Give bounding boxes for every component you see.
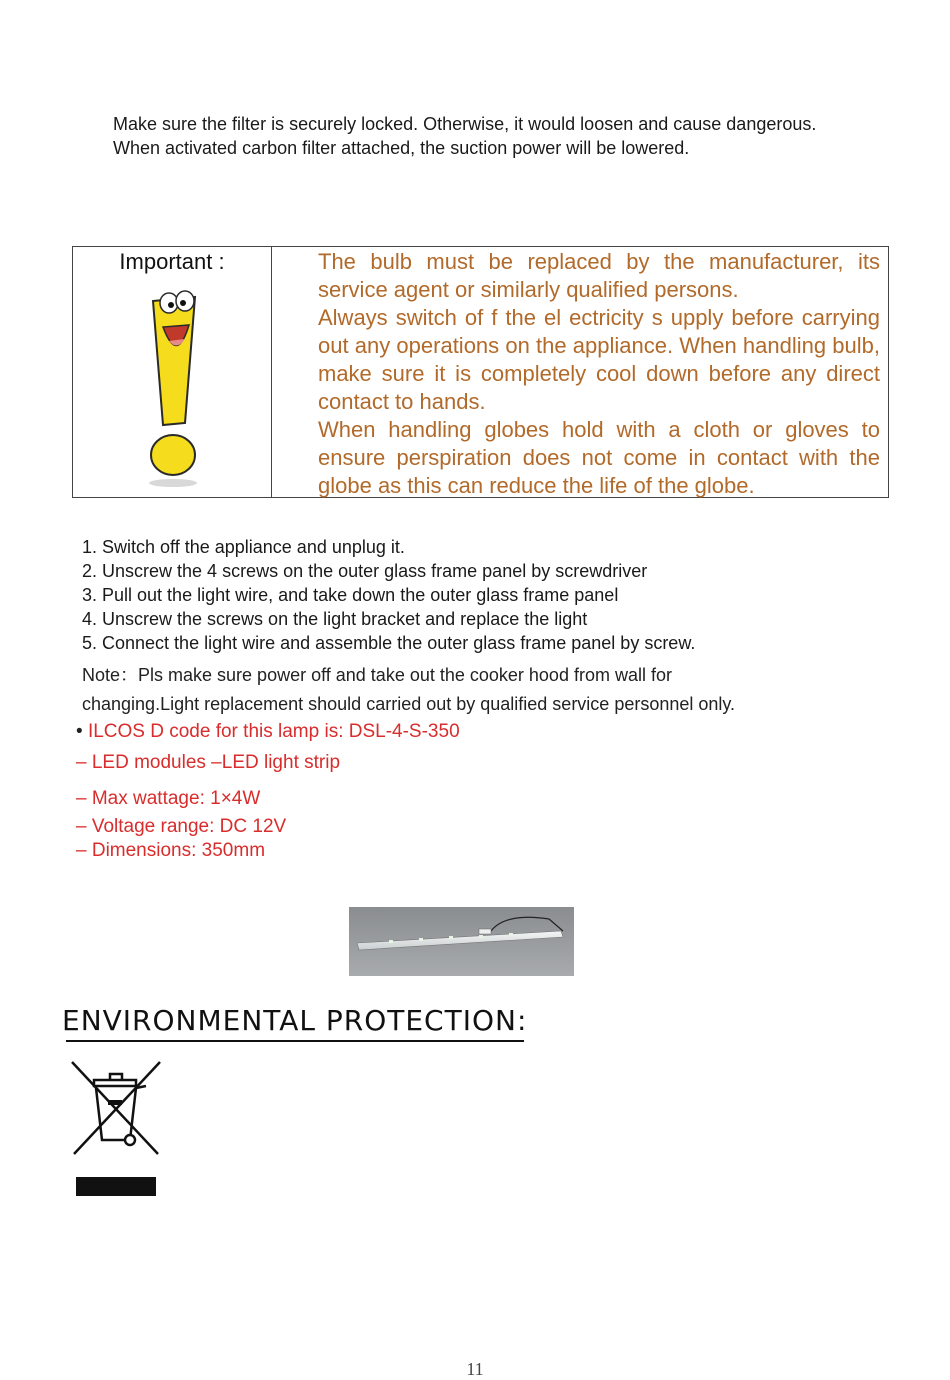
important-label: Important : [119, 249, 225, 274]
important-notice-box [72, 246, 889, 498]
led-light-strip-image [349, 907, 574, 976]
intro-carbon-filter-note: When activated carbon filter attached, the suction power will be lowered. [113, 138, 690, 158]
spec-bullet: • [76, 721, 83, 742]
intro-filter-warning: Make sure the filter is securely locked. Otherwise, it would loosen and cause dangerous. [113, 114, 817, 134]
spec-voltage: – Voltage range: DC 12V [76, 816, 287, 837]
step-item: 3. Pull out the light wire, and take down the outer glass frame panel [82, 585, 619, 605]
spec-ilcos-text: ILCOS D code for this lamp is: DSL-4-S-350 [87, 721, 460, 742]
step-item: 5. Connect the light wire and assemble the outer glass frame panel by screw. [82, 633, 696, 653]
spec-ilcos [76, 720, 460, 744]
note-line: changing.Light replacement should carried out by qualified service personnel only. [82, 694, 736, 714]
replacement-steps [82, 535, 902, 655]
intro-text [113, 112, 853, 160]
important-paragraph: Always switch of f the el ectricity s upply before carrying out any operations on the appliance. When handling bulb, make sure it is completely cool down before any direct contact to hands. [318, 305, 880, 414]
weee-marking-bar [76, 1177, 156, 1196]
note-text [82, 661, 882, 719]
crossed-out-wheelie-bin-icon [66, 1058, 166, 1158]
spec-wattage: – Max wattage: 1×4W [76, 788, 261, 809]
note-line: Note：Pls make sure power off and take out the cooker hood from wall for [82, 665, 672, 685]
step-item: 2. Unscrew the 4 screws on the outer glass frame panel by screwdriver [82, 561, 648, 581]
important-text-cell [272, 247, 888, 497]
important-paragraph: The bulb must be replaced by the manufacturer, its service agent or similarly qualified persons. [318, 249, 880, 302]
spec-led: – LED modules –LED light strip [76, 752, 341, 773]
important-paragraph: When handling globes hold with a cloth or gloves to ensure perspiration does not come in contact with the globe as this can reduce the life of the globe. [318, 417, 880, 498]
exclamation-mark-cartoon-icon [133, 283, 213, 493]
page-number: 11 [466, 1359, 484, 1379]
important-label-cell [73, 247, 272, 497]
heading-underline [66, 1040, 524, 1042]
spec-dimensions: – Dimensions: 350mm [76, 840, 266, 861]
environmental-protection-heading: ENVIRONMENTAL PROTECTION: [62, 1004, 528, 1037]
step-item: 1. Switch off the appliance and unplug it. [82, 537, 405, 557]
step-item: 4. Unscrew the screws on the light bracket and replace the light [82, 609, 588, 629]
